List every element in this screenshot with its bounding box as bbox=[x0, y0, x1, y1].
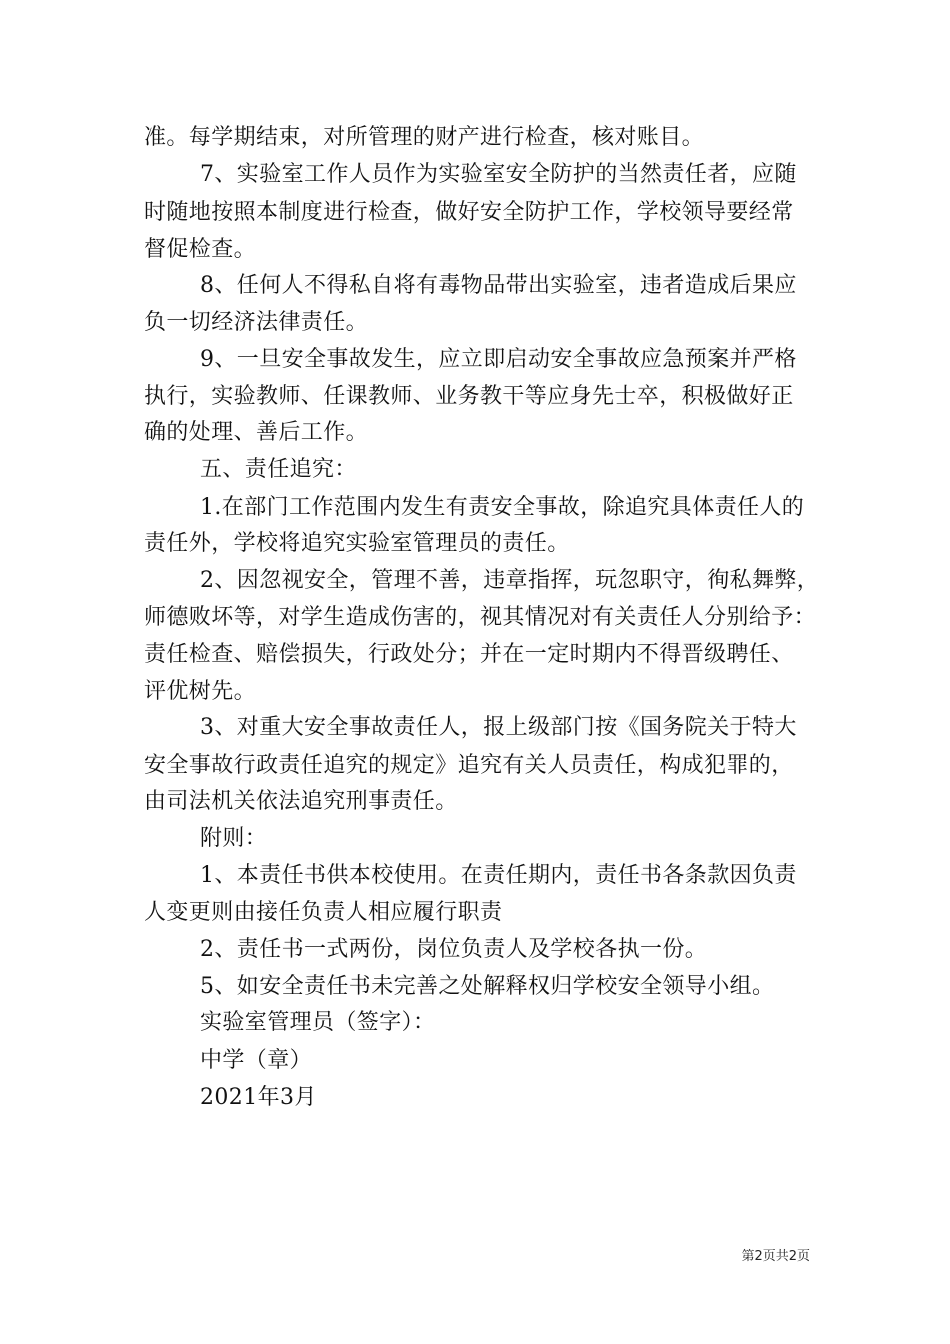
text-line: 2、责任书一式两份，岗位负责人及学校各执一份。 bbox=[200, 937, 708, 962]
text-line: 7、实验室工作人员作为实验室安全防护的当然责任者，应随 bbox=[200, 162, 797, 187]
text-line: 责任检查、赔偿损失，行政处分；并在一定时期内不得晋级聘任、 bbox=[144, 642, 794, 667]
text-line: 负一切经济法律责任。 bbox=[144, 310, 369, 335]
text-line: 评优树先。 bbox=[144, 679, 257, 704]
text-line: 3、对重大安全事故责任人，报上级部门按《国务院关于特大 bbox=[200, 715, 797, 740]
text-line: 督促检查。 bbox=[144, 237, 257, 262]
text-line: 确的处理、善后工作。 bbox=[144, 420, 369, 445]
text-line: 安全事故行政责任追究的规定》追究有关人员责任，构成犯罪的， bbox=[144, 753, 794, 778]
text-line: 时随地按照本制度进行检查，做好安全防护工作，学校领导要经常 bbox=[144, 200, 794, 225]
text-line: 8、任何人不得私自将有毒物品带出实验室，违者造成后果应 bbox=[200, 273, 797, 298]
signature-label: 实验室管理员（签字）： bbox=[200, 1010, 436, 1035]
text-line: 由司法机关依法追究刑事责任。 bbox=[144, 789, 458, 814]
text-line: 执行，实验教师、任课教师、业务教干等应身先士卒，积极做好正 bbox=[144, 384, 794, 409]
text-line: 师德败坏等，对学生造成伤害的，视其情况对有关责任人分别给予： bbox=[144, 605, 817, 630]
text-line: 人变更则由接任负责人相应履行职责 bbox=[144, 900, 503, 925]
text-line: 责任外，学校将追究实验室管理员的责任。 bbox=[144, 531, 570, 556]
text-line: 9、一旦安全事故发生，应立即启动安全事故应急预案并严格 bbox=[200, 347, 797, 372]
page-number: 第2页共2页 bbox=[741, 1249, 810, 1264]
text-line: 2、因忽视安全，管理不善，违章指挥，玩忽职守，徇私舞弊， bbox=[200, 568, 820, 593]
date-line: 2021年3月 bbox=[200, 1085, 317, 1110]
section-heading: 附则： bbox=[200, 826, 268, 851]
text-line: 1、本责任书供本校使用。在责任期内，责任书各条款因负责 bbox=[200, 863, 797, 888]
text-line: 5、如安全责任书未完善之处解释权归学校安全领导小组。 bbox=[200, 974, 775, 999]
seal-label: 中学（章） bbox=[200, 1048, 313, 1073]
text-line: 准。每学期结束，对所管理的财产进行检查，核对账目。 bbox=[144, 125, 705, 150]
text-line: 1.在部门工作范围内发生有责安全事故，除追究具体责任人的 bbox=[200, 495, 805, 520]
section-heading: 五、责任追究： bbox=[200, 457, 357, 482]
